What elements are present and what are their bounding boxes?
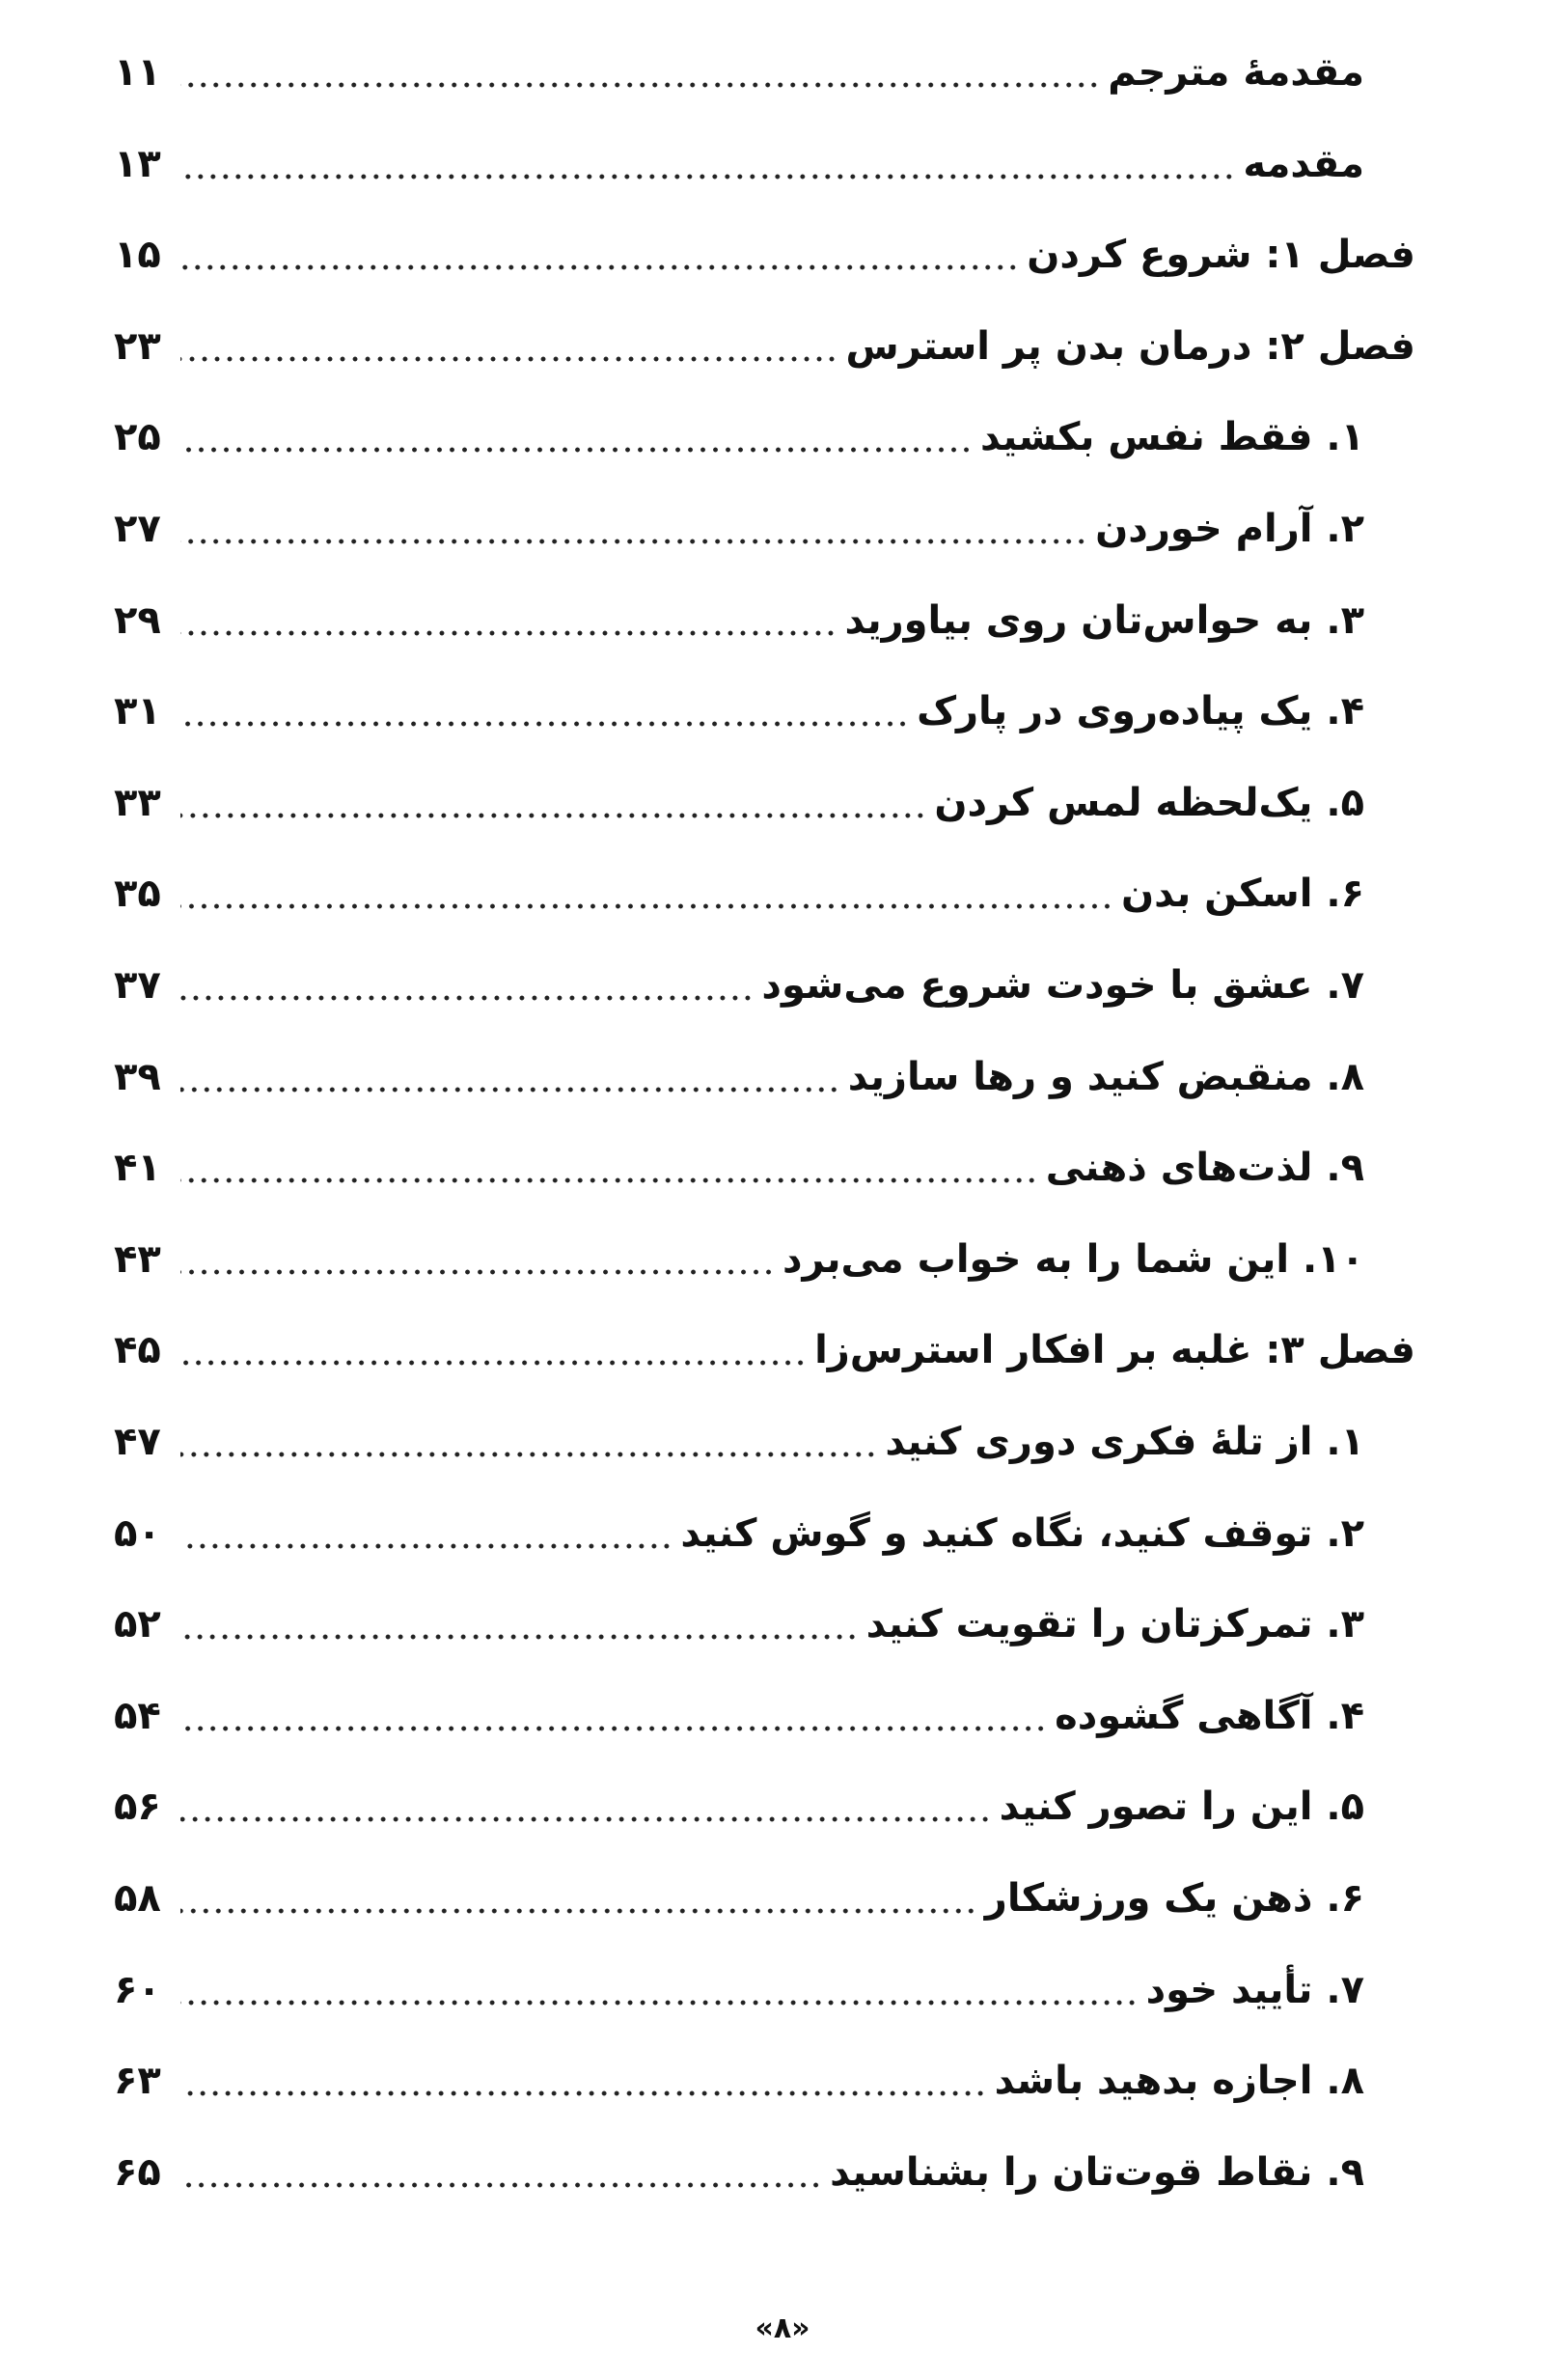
toc-entry-title: ۳. تمرکزتان را تقویت کنید — [865, 1602, 1364, 1647]
dot-leader — [180, 1360, 807, 1366]
dot-leader — [180, 1087, 840, 1093]
toc-entry-title: ۷. تأیید خود — [1145, 1967, 1364, 2012]
toc-entry[interactable] — [114, 1134, 1364, 1202]
toc-entry-title: ۸. اجازه بدهید باشد — [994, 2059, 1364, 2104]
toc-entry[interactable] — [114, 769, 1364, 837]
toc-entry-page-number: ۴۵ — [114, 1328, 161, 1373]
toc-entry-title: ۵. یک‌لحظه لمس کردن — [934, 780, 1364, 825]
dot-leader — [180, 1726, 1047, 1731]
dot-leader — [180, 356, 838, 362]
dot-leader — [180, 264, 1019, 270]
dot-leader — [180, 1269, 775, 1275]
dot-leader — [180, 539, 1087, 544]
toc-entry-title: ۹. نقاط قوت‌تان را بشناسید — [830, 2149, 1364, 2195]
toc-entry-page-number: ۳۳ — [114, 780, 161, 825]
toc-entry-title: ۱. از تلهٔ فکری دوری کنید — [885, 1420, 1364, 1464]
toc-entry[interactable] — [114, 1226, 1364, 1293]
toc-entry-title: ۹. لذت‌های ذهنی — [1045, 1146, 1364, 1191]
dot-leader — [180, 2182, 822, 2188]
dot-leader — [180, 1452, 877, 1457]
toc-entry-page-number: ۲۹ — [114, 597, 161, 643]
toc-entry-page-number: ۶۰ — [114, 1967, 161, 2012]
dot-leader — [180, 721, 909, 727]
toc-entry-title: ۱. فقط نفس بکشید — [980, 415, 1364, 460]
toc-entry-title: فصل ۱: شروع کردن — [1027, 233, 1415, 278]
toc-entry[interactable] — [114, 2139, 1364, 2206]
toc-entry-title: ۳. به حواس‌تان روی بیاورید — [844, 597, 1364, 643]
dot-leader — [180, 903, 1113, 909]
toc-entry[interactable] — [114, 860, 1364, 927]
toc-entry-title: فصل ۳: غلبه بر افکار استرس‌زا — [814, 1328, 1415, 1373]
dot-leader — [180, 2090, 987, 2096]
toc-entry-page-number: ۲۳ — [114, 323, 161, 369]
toc-entry-title: مقدمهٔ مترجم — [1108, 50, 1364, 95]
toc-entry[interactable] — [114, 403, 1364, 471]
toc-entry-title: ۶. اسکن بدن — [1120, 872, 1364, 917]
toc-entry[interactable] — [114, 1956, 1364, 2024]
toc-entry[interactable] — [114, 1773, 1364, 1840]
toc-entry-page-number: ۳۹ — [114, 1054, 161, 1099]
toc-entry[interactable] — [114, 1408, 1364, 1476]
dot-leader — [180, 1177, 1038, 1183]
toc-entry-page-number: ۵۸ — [114, 1876, 161, 1921]
toc-entry[interactable] — [114, 952, 1364, 1019]
toc-entry-title: ۴. آگاهی گشوده — [1055, 1693, 1364, 1738]
toc-entry-page-number: ۴۳ — [114, 1236, 161, 1282]
toc-entry-page-number: ۳۷ — [114, 963, 161, 1008]
toc-chapter-entry[interactable] — [114, 1316, 1415, 1384]
toc-entry-title: ۴. یک پیاده‌روی در پارک — [917, 689, 1364, 734]
toc-entry[interactable] — [114, 1591, 1364, 1658]
dot-leader — [180, 630, 837, 636]
toc-entry-page-number: ۵۴ — [114, 1693, 161, 1738]
toc-entry-page-number: ۵۲ — [114, 1602, 161, 1647]
dot-leader — [180, 1816, 992, 1822]
toc-entry-page-number: ۱۱ — [114, 50, 161, 95]
toc-entry-page-number: ۱۵ — [114, 233, 161, 278]
toc-chapter-entry[interactable] — [114, 221, 1415, 289]
toc-entry[interactable] — [114, 587, 1364, 654]
toc-entry[interactable] — [114, 1865, 1364, 1932]
dot-leader — [180, 813, 926, 818]
dot-leader — [180, 174, 1235, 180]
dot-leader — [180, 995, 754, 1001]
toc-entry[interactable] — [114, 2047, 1364, 2115]
toc-entry-title: ۱۰. این شما را به خواب می‌برد — [782, 1236, 1364, 1282]
dot-leader — [180, 1543, 673, 1549]
toc-entry-page-number: ۶۳ — [114, 2059, 161, 2104]
toc-entry-title: ۲. آرام خوردن — [1095, 507, 1364, 551]
toc-entry[interactable] — [114, 1682, 1364, 1750]
dot-leader — [180, 2000, 1139, 2006]
toc-entry-page-number: ۶۵ — [114, 2149, 161, 2195]
page-number-footer: «۸» — [755, 2311, 810, 2345]
toc-entry-page-number: ۴۷ — [114, 1420, 161, 1464]
dot-leader — [180, 82, 1100, 88]
toc-entry[interactable] — [114, 1043, 1364, 1111]
toc-entry-title: ۶. ذهن یک ورزشکار — [984, 1876, 1364, 1921]
toc-entry-page-number: ۳۵ — [114, 872, 161, 917]
toc-entry-page-number: ۲۷ — [114, 507, 161, 551]
toc-entry-title: ۵. این را تصور کنید — [999, 1785, 1364, 1830]
toc-entry-title: ۸. منقبض کنید و رها سازید — [847, 1054, 1364, 1099]
toc-entry[interactable] — [114, 678, 1364, 745]
toc-entry-page-number: ۵۶ — [114, 1785, 161, 1830]
dot-leader — [180, 1908, 977, 1914]
toc-entry[interactable] — [114, 130, 1364, 198]
toc-entry-page-number: ۳۱ — [114, 689, 161, 734]
toc-chapter-entry[interactable] — [114, 313, 1415, 380]
toc-entry-page-number: ۲۵ — [114, 415, 161, 460]
toc-entry-page-number: ۴۱ — [114, 1146, 161, 1191]
dot-leader — [180, 447, 973, 453]
toc-entry-title: فصل ۲: درمان بدن پر استرس — [845, 323, 1415, 369]
toc-entry-title: ۷. عشق با خودت شروع می‌شود — [761, 963, 1364, 1008]
toc-entry-title: مقدمه — [1243, 141, 1364, 186]
toc-entry[interactable] — [114, 1500, 1364, 1567]
toc-entry-title: ۲. توقف کنید، نگاه کنید و گوش کنید — [680, 1510, 1364, 1556]
toc-entry[interactable] — [114, 495, 1364, 563]
toc-entry-page-number: ۵۰ — [114, 1510, 161, 1556]
toc-entry[interactable] — [114, 39, 1364, 106]
dot-leader — [180, 1634, 859, 1640]
toc-entry-page-number: ۱۳ — [114, 141, 161, 186]
